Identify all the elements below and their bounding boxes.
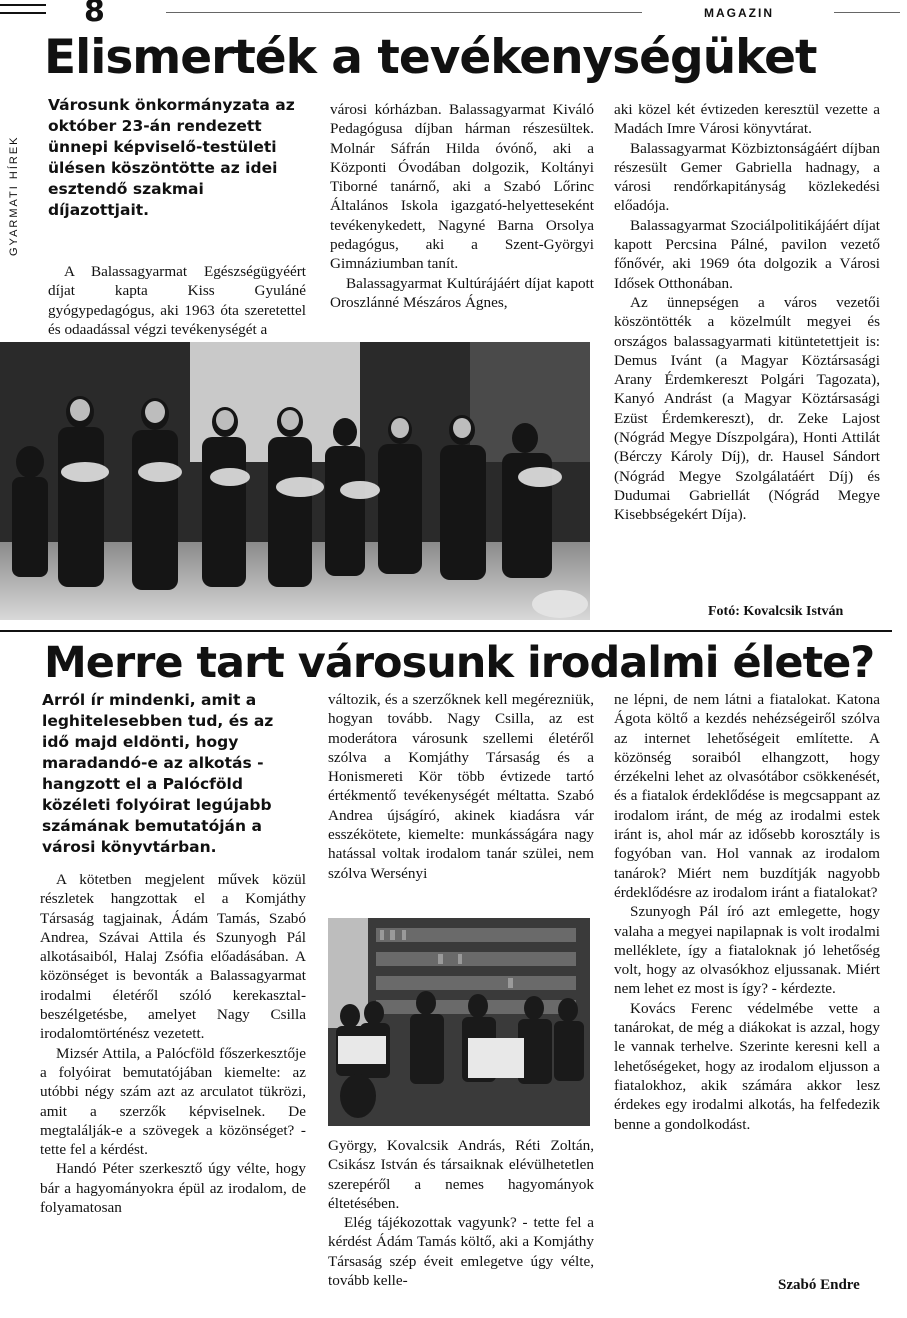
author-signature: Szabó Endre	[778, 1277, 860, 1293]
article1-col3-p2: Balassagyarmat Közbiztonságáért díjban részesült Gemer Gabriella hadnagy, a városi rendőrkapitányság közlekedési előadója.	[614, 139, 880, 215]
article1-col3-p1: aki közel két évtizeden keresztül vezette a Madách Imre Városi könyvtárat.	[614, 101, 880, 138]
library-photo	[328, 918, 590, 1126]
article1-col2-p2: Balassagyarmat Kultúrájáért díjat kapott Oroszlánné Mészáros Ágnes,	[330, 274, 594, 311]
page-number: 8	[84, 0, 104, 29]
article2-col3-p3: Kovács Ferenc védelmébe vette a tanárokat, de még a diákokat is azzal, hogy le vannak terhelve. Szerinte keresni kell a lehetőségeket, hogy az irodalom eljusson a fiatalokhoz, akik számára akkor lesz érdekes egy irodalmi alkotás, ha felfedezik benne a gondolkodást.	[614, 999, 880, 1133]
article1-col3-p3: Balassagyarmat Szociálpolitikájáért díjat kapott Percsina Pálné, pavilon vezető főnővér, aki 1969 óta dolgozik a Városi Idősek Otthonában.	[614, 216, 880, 292]
ceremony-photo-image	[0, 342, 590, 620]
article2-col3	[614, 690, 880, 1134]
article2-col1	[40, 870, 306, 1217]
article2-title: Merre tart városunk irodalmi élete?	[44, 638, 875, 688]
article2-lead: Arról ír mindenki, amit a leghitelesebben tud, és az idő majd eldönti, hogy maradandó-e az alkotás - hangzott el a Palócföld közéleti folyóirat legújabb számának bemutatóján a városi könyvtárban.	[42, 691, 274, 856]
ceremony-photo	[0, 342, 590, 620]
article2-col1-p3: Handó Péter szerkesztő úgy vélte, hogy bár a hagyományokra épül az irodalom, de folyamatosan	[40, 1160, 306, 1217]
library-photo-image	[328, 918, 590, 1126]
article1-col1-p1: A Balassagyarmat Egészségügyéért díjat kapta Kiss Gyuláné gyógypedagógus, aki 1963 óta szeretettel és odaadással végzi tevékenységét a	[48, 263, 306, 338]
photo-credit: Fotó: Kovalcsik István	[708, 604, 844, 619]
article1-col3-p4: Az ünnepségen a város vezetői köszöntötték a közelmúlt megyei és országos balassagyarmati kitüntetettjeit is: Demus Ivánt (a Magyar Köztársasági Arany Érdemkereszt Polgári Tagozata), Kanyó Andrást (a Magyar Köztársasági Ezüst Érdemkereszt), dr. Zeke Lajost (Nógrád Megye Díszpolgára), Honti Attilát (Bérczy Károly Díj), dr. Hausel Sándort (Nógrád Megye Szolgálatáért Díj) és Dudumai Gabriellát (Nógrád Megye Kisebbségekért Díja).	[614, 293, 880, 524]
article1-title: Elismerték a tevékenységüket	[44, 30, 817, 85]
header-rule-left-2	[0, 12, 46, 14]
article1-col2-p1: városi kórházban. Balassagyarmat Kiváló Pedagógusa díjban hárman részesültek. Molnár Sáfrán Hilda óvónő, aki a Központi Óvodában dolgozik, Koltányi Tiborné tanárnő, aki a Szabó Lőrinc Általános Iskola igazgató-helyetteseként tevékenykedett, Nagyné Barna Orsolya pedagógus, aki a Szent-Györgyi Gimnáziumban tanít.	[330, 101, 594, 273]
article2-col1-p2: Mizsér Attila, a Palócföld főszerkesztője a folyóirat bemutatójában kiemelte: az utóbbi négy szám azt az arculatot tükrözi, amit a szerzők képviselnek. De megtalálják-e a szövegek a közönséget? - tette fel a kérdést.	[40, 1044, 306, 1159]
article-divider	[0, 630, 892, 632]
header-rule-center	[166, 12, 642, 13]
article2-col2-bottom	[328, 1136, 594, 1290]
article2-col2-p2: György, Kovalcsik András, Réti Zoltán, Csikász István és társaiknak elévülhetetlen szerepéről a nemes hagyományok éltetésében.	[328, 1137, 594, 1212]
article2-col3-p1: ne lépni, de nem látni a fiatalokat. Katona Ágota költő a kezdés nehézségeiről szólva az internet lehetőségeit említette. A közönség soraiból elhangzott, hogy érzékelni lehet az olvasótábor csökkenését, és a fiatalok érdeklődése is megcsappant az irodalom iránt, de még az irodalmi estek iránt is, ahol már az idősebb korosztály is fogyóban van. Hol vannak az irodalom tanárok? Miért nem buzdítják nagyobb érdeklődésre az irodalom iránt a fiatalokat?	[614, 691, 880, 901]
article2-col3-p2: Szunyogh Pál író azt emlegette, hogy valaha a megyei napilapnak is volt irodalmi melléklete, így a fiataloknak jó lehetőség volt, hogy az olvasókhoz eljussanak. Miért nem lehet ez most is így? - kérdezte.	[614, 903, 880, 998]
article2-col1-p1: A kötetben megjelent művek közül részletek hangzottak el a Komjáthy Társaság tagjainak, Ádám Tamás, Szabó Andrea, Szávai Attila és Szunyogh Pál alkotásaiból, Halaj Zsófia előadásában. A közönséget is bevonták a Balassagyarmat irodalmi életéről szóló kerekasztal-beszélgetésbe, amelyet Nagy Csilla irodalomtörténész vezetett.	[40, 871, 306, 1043]
article1-col2	[330, 100, 594, 312]
header-rule-right	[834, 12, 900, 13]
header-rule-left	[0, 4, 46, 6]
side-tag	[8, 96, 24, 256]
side-tag-text: GYARMATI HÍREK	[8, 135, 20, 256]
section-label: MAGAZIN	[704, 6, 774, 20]
article2-col2-p1: változik, és a szerzőknek kell megérezniük, hogyan tovább. Nagy Csilla, az est moderátora városunk szellemi életéről szólva a Komjáthy Társaság és a Honismereti Kör több évtizede tartó értékmentő tevékenységét méltatta. Szabó Andrea újságíró, akinek kiadásra vár esszékötete, kiemelte: munkásságára nagy hatással voltak irodalom tanár szülei, nem szólva Wersényi	[328, 691, 594, 882]
article1-col1	[48, 262, 306, 339]
article2-col2-top	[328, 690, 594, 883]
article1-lead: Városunk önkormányzata az október 23-án rendezett ünnepi képviselő-testületi ülésen köszöntötte az idei esztendő szakmai díjazottjait.	[48, 96, 295, 219]
article1-col3	[614, 100, 880, 525]
article2-col2-p3: Elég tájékozottak vagyunk? - tette fel a kérdést Ádám Tamás költő, aki a Komjáthy Társaság szép éveit emlegetve úgy vélte, tovább kelle-	[328, 1214, 594, 1290]
